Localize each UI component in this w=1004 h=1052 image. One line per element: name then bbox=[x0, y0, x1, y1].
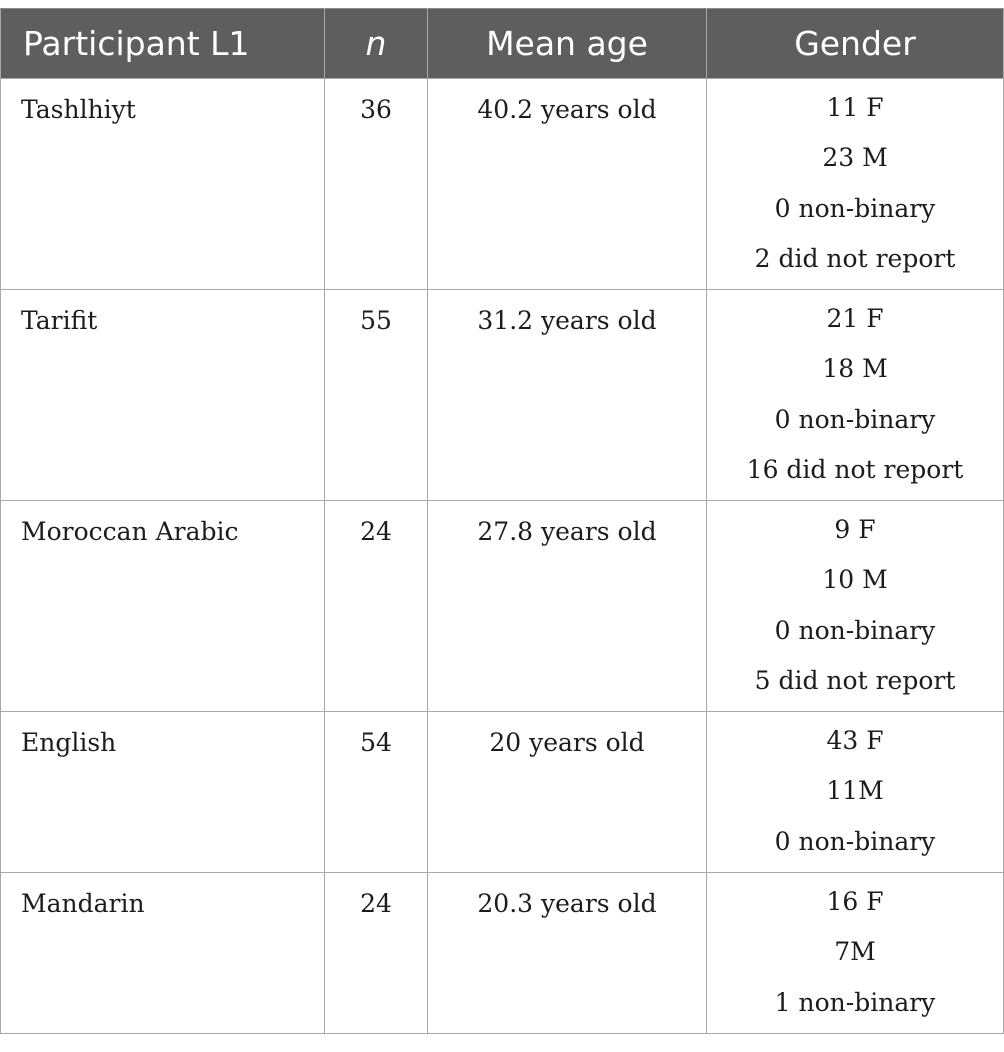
cell-mean-age: 31.2 years old bbox=[428, 290, 707, 501]
gender-line: 0 non-binary bbox=[774, 404, 936, 434]
gender-line: 2 did not report bbox=[754, 243, 956, 273]
table-row bbox=[1, 501, 1004, 712]
participants-table bbox=[0, 8, 1004, 1034]
table-row bbox=[1, 873, 1004, 1034]
table-row bbox=[1, 290, 1004, 501]
header-mean-age: Mean age bbox=[428, 9, 707, 79]
cell-l1: Moroccan Arabic bbox=[1, 501, 325, 712]
cell-l1: Mandarin bbox=[1, 873, 325, 1034]
cell-n: 36 bbox=[325, 79, 428, 290]
gender-line: 21 F bbox=[826, 304, 884, 333]
cell-gender bbox=[707, 873, 1004, 1034]
gender-line: 16 did not report bbox=[746, 454, 964, 484]
cell-gender bbox=[707, 79, 1004, 290]
cell-gender bbox=[707, 501, 1004, 712]
gender-line: 43 F bbox=[826, 726, 884, 755]
cell-n: 54 bbox=[325, 712, 428, 873]
gender-line: 11 F bbox=[826, 93, 884, 122]
cell-mean-age: 27.8 years old bbox=[428, 501, 707, 712]
header-row bbox=[1, 9, 1004, 79]
gender-line: 0 non-binary bbox=[774, 193, 936, 223]
gender-line: 9 F bbox=[834, 515, 876, 544]
gender-line: 11M bbox=[826, 776, 884, 806]
cell-n: 24 bbox=[325, 873, 428, 1034]
header-n: n bbox=[325, 9, 428, 79]
cell-gender bbox=[707, 712, 1004, 873]
gender-line: 10 M bbox=[822, 565, 888, 595]
header-gender: Gender bbox=[707, 9, 1004, 79]
table-row bbox=[1, 79, 1004, 290]
gender-line: 7M bbox=[834, 937, 876, 967]
cell-l1: Tarifit bbox=[1, 290, 325, 501]
cell-gender bbox=[707, 290, 1004, 501]
gender-line: 1 non-binary bbox=[774, 987, 936, 1017]
table-row bbox=[1, 712, 1004, 873]
cell-mean-age: 20.3 years old bbox=[428, 873, 707, 1034]
gender-line: 0 non-binary bbox=[774, 615, 936, 645]
gender-line: 5 did not report bbox=[754, 665, 956, 695]
cell-mean-age: 20 years old bbox=[428, 712, 707, 873]
cell-l1: English bbox=[1, 712, 325, 873]
cell-n: 55 bbox=[325, 290, 428, 501]
gender-line: 18 M bbox=[822, 354, 888, 384]
gender-line: 23 M bbox=[822, 143, 888, 173]
header-participant-l1: Participant L1 bbox=[1, 9, 325, 79]
cell-n: 24 bbox=[325, 501, 428, 712]
cell-mean-age: 40.2 years old bbox=[428, 79, 707, 290]
gender-line: 0 non-binary bbox=[774, 826, 936, 856]
gender-line: 16 F bbox=[826, 887, 884, 916]
cell-l1: Tashlhiyt bbox=[1, 79, 325, 290]
